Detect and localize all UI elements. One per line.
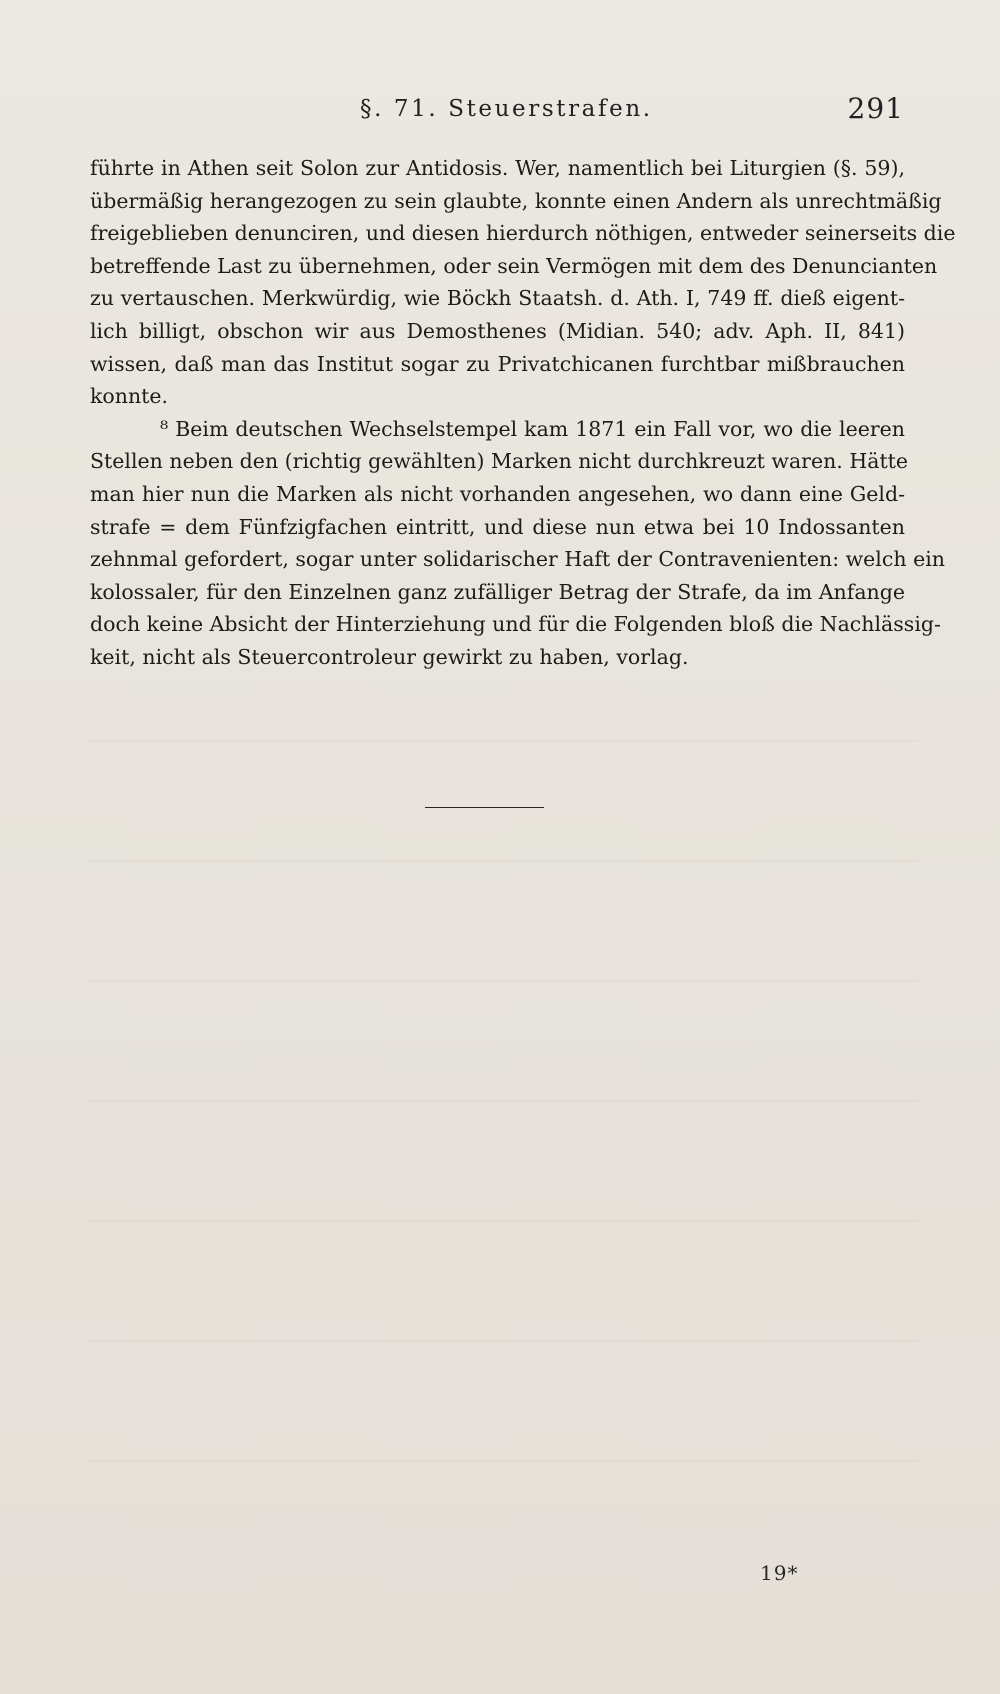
text-line: führte in Athen seit Solon zur Antidosis. Wer, namentlich bei Liturgien (§. 59), — [90, 156, 905, 180]
page-number: 291 — [847, 92, 904, 125]
signature-mark: 19* — [760, 1561, 799, 1585]
bleed-through — [88, 1460, 918, 1462]
text-line: zu vertauschen. Merkwürdig, wie Böckh Staatsh. d. Ath. I, 749 ff. dieß eigent- — [90, 286, 905, 311]
text-line: Stellen neben den (richtig gewählten) Marken nicht durchkreuzt waren. Hätte — [90, 449, 909, 474]
section-divider — [425, 807, 544, 808]
text-line: betreffende Last zu übernehmen, oder sein Vermögen mit dem des Denuncianten — [90, 253, 938, 278]
text-line: lich billigt, obschon wir aus Demosthenes (Midian. 540; adv. Aph. II, 841) — [90, 318, 905, 343]
text-line: zehnmal gefordert, sogar unter solidarischer Haft der Contravenienten: welch ein — [90, 547, 945, 572]
text-line: freigeblieben denunciren, und diesen hierdurch nöthigen, entweder seinerseits die — [90, 221, 956, 246]
text-line: strafe = dem Fünfzigfachen eintritt, und diese nun etwa bei 10 Indossanten — [90, 514, 905, 539]
footnote-text — [90, 152, 956, 674]
text-line: keit, nicht als Steuercontroleur gewirkt zu haben, vorlag. — [90, 644, 689, 669]
text-line: übermäßig herangezogen zu sein glaubte, konnte einen Andern als unrechtmäßig — [90, 188, 942, 213]
text-line: man hier nun die Marken als nicht vorhanden angesehen, wo dann eine Geld- — [90, 481, 905, 506]
bleed-through — [88, 1340, 918, 1342]
bleed-through — [88, 1100, 918, 1102]
footnote-paragraph — [90, 152, 956, 413]
bleed-through — [88, 980, 918, 982]
text-line: ⁸ Beim deutschen Wechselstempel kam 1871 ein Fall vor, wo die leeren — [160, 416, 905, 441]
text-line: kolossaler, für den Einzelnen ganz zufälliger Betrag der Strafe, da im Anfange — [90, 579, 905, 604]
footnote-paragraph — [90, 413, 945, 674]
section-title: §. 71. Steuerstrafen. — [360, 96, 653, 122]
text-line: doch keine Absicht der Hinterziehung und für die Folgenden bloß die Nachlässig- — [90, 612, 941, 637]
text-line: wissen, daß man das Institut sogar zu Privatchicanen furchtbar mißbrauchen — [90, 351, 905, 376]
text-line: konnte. — [90, 384, 169, 409]
bleed-through — [88, 1220, 918, 1222]
bleed-through — [88, 740, 918, 742]
bleed-through — [88, 860, 918, 862]
running-header — [360, 92, 904, 132]
